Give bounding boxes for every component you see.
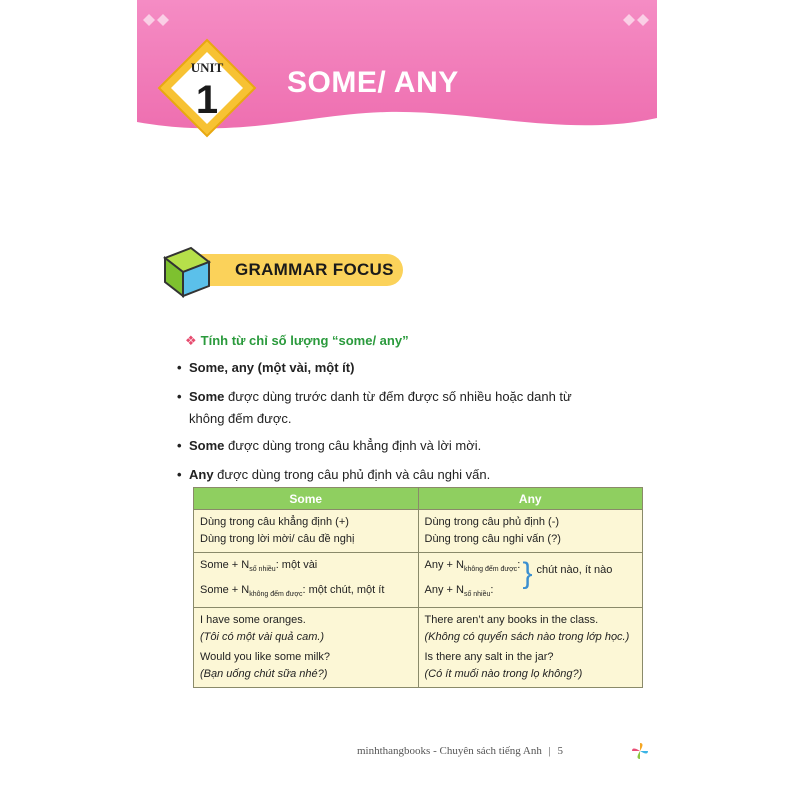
bullet-dot-icon: •: [177, 360, 182, 375]
bullet-dot-icon: •: [177, 389, 182, 404]
cell-line: Any + $N_{số nhiều}$:: [424, 584, 494, 599]
bullet-item: [177, 357, 617, 379]
cell-line: Some + $N_{số nhiều}$: một vài: [200, 559, 318, 574]
footer-text: minhthangbooks - Chuyên sách tiếng Anh: [357, 745, 542, 757]
unit-label: UNIT: [190, 60, 224, 75]
table-row: [194, 608, 643, 688]
table-row: [194, 553, 643, 608]
cell-any-structure: [418, 553, 643, 608]
cell-line: Some + $N_{không đếm được}$: một chút, một ít: [200, 584, 385, 599]
bullet-item: [177, 386, 617, 430]
header-some: Some: [194, 488, 419, 510]
any-meaning: chút nào, ít nào: [536, 564, 613, 576]
cell-line: Any + $N_{không đếm được}$:: [424, 559, 521, 574]
cell-line: Dùng trong câu phủ định (-): [424, 516, 560, 528]
cell-some-structure: [194, 553, 419, 608]
bullet-dot-icon: •: [177, 467, 182, 482]
flower-logo-icon: [631, 742, 649, 760]
cube-icon: [157, 240, 217, 300]
example-line: Is there any salt in the jar?: [424, 651, 554, 664]
bullet-bold: Some: [189, 389, 225, 404]
bullet-text: được dùng trong câu phủ định và câu nghi vấn.: [213, 467, 491, 482]
section-heading: [185, 333, 409, 349]
section-heading-text: Tính từ chỉ số lượng “some/ any”: [200, 333, 409, 348]
book-page: [137, 0, 657, 791]
bullet-text: được dùng trong câu khẳng định và lời mời.: [224, 438, 482, 453]
example-line: There aren’t any books in the class.: [424, 614, 599, 627]
example-translation: (Không có quyển sách nào trong lớp học.): [424, 631, 630, 644]
cell-some-examples: [194, 608, 419, 688]
bullet-item: [177, 464, 617, 486]
header-any: Any: [418, 488, 643, 510]
cell-line: Dùng trong câu nghi vấn (?): [424, 533, 561, 545]
page-footer: minhthangbooks - Chuyên sách tiếng Anh | 5: [357, 745, 564, 757]
unit-number: 1: [195, 78, 219, 122]
diamond-bullet-icon: ❖: [185, 333, 197, 348]
grammar-focus-label: GRAMMAR FOCUS: [235, 260, 394, 279]
example-translation: (Tôi có một vài quả cam.): [200, 631, 325, 644]
cell-some-usage: [194, 510, 419, 553]
bullet-bold: Some: [189, 438, 225, 453]
grammar-focus-banner: [157, 240, 407, 300]
cell-any-usage: [418, 510, 643, 553]
some-any-table: [193, 487, 643, 688]
brace-icon: }: [522, 557, 533, 590]
table-header-row: [194, 488, 643, 510]
bullet-bold: Some, any (một vài, một ít): [189, 360, 355, 375]
cell-any-examples: [418, 608, 643, 688]
example-translation: (Bạn uống chút sữa nhé?): [200, 668, 328, 681]
page-number: 5: [557, 745, 564, 757]
example-line: I have some oranges.: [200, 614, 306, 627]
bullet-bold: Any: [189, 467, 214, 482]
bullet-text: được dùng trước danh từ đếm được số nhiều hoặc danh từ: [224, 389, 572, 404]
bullet-continuation: không đếm được.: [189, 411, 292, 426]
cell-line: Dùng trong câu khẳng định (+): [200, 516, 349, 528]
bullet-item: [177, 435, 617, 457]
table-row: [194, 510, 643, 553]
page-title: SOME/ ANY: [287, 66, 459, 99]
example-translation: (Có ít muối nào trong lọ không?): [424, 668, 583, 681]
cell-line: Dùng trong lời mời/ câu đề nghị: [200, 533, 355, 545]
bullet-dot-icon: •: [177, 438, 182, 453]
example-line: Would you like some milk?: [200, 651, 331, 664]
unit-badge: [157, 38, 257, 138]
